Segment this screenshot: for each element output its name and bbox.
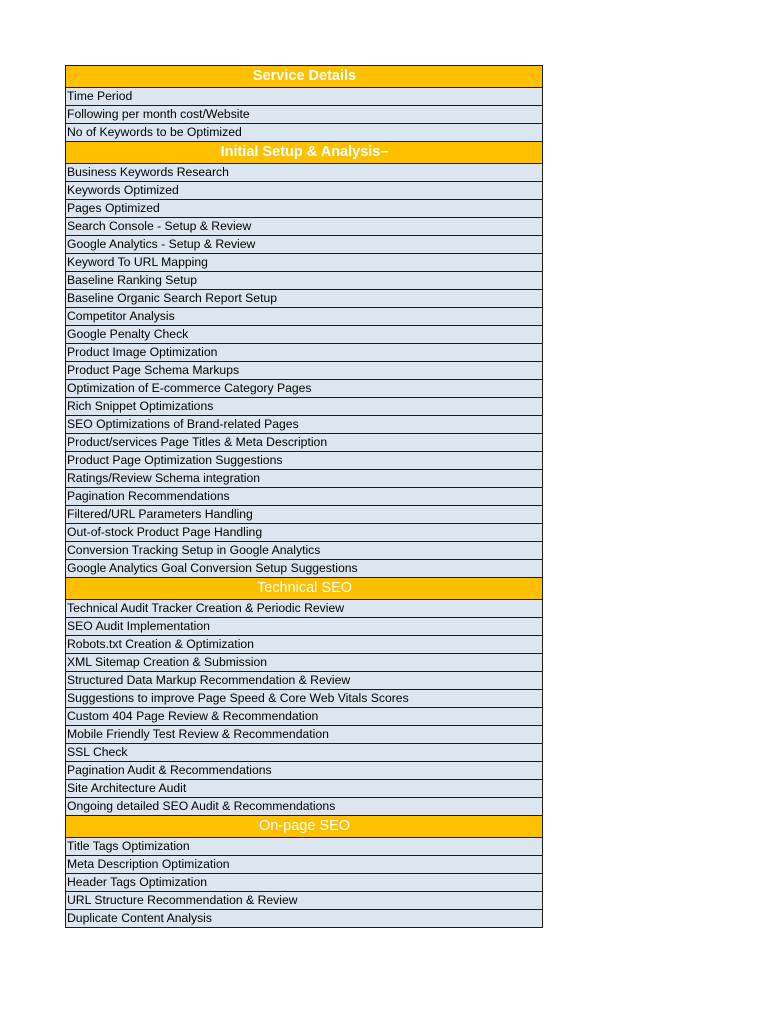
table-cell[interactable]: Product Page Optimization Suggestions [66,452,543,470]
table-row [66,308,543,326]
table-cell[interactable]: Following per month cost/Website [66,106,543,124]
table-row [66,434,543,452]
table-row [66,488,543,506]
table-cell[interactable]: Keywords Optimized [66,182,543,200]
table-cell[interactable]: Conversion Tracking Setup in Google Analytics [66,542,543,560]
table-cell[interactable]: Custom 404 Page Review & Recommendation [66,708,543,726]
section-header-cell[interactable]: Service Details [66,66,543,88]
table-cell[interactable]: Google Penalty Check [66,326,543,344]
table-cell[interactable]: Ratings/Review Schema integration [66,470,543,488]
table-row [66,164,543,182]
table-cell[interactable]: Pages Optimized [66,200,543,218]
table-cell[interactable]: Baseline Organic Search Report Setup [66,290,543,308]
table-row [66,182,543,200]
section-header-cell[interactable]: Technical SEO [66,578,543,600]
table-cell[interactable]: Pagination Audit & Recommendations [66,762,543,780]
section-header-row [66,66,543,88]
table-row [66,124,543,142]
table-row [66,362,543,380]
table-cell[interactable]: Filtered/URL Parameters Handling [66,506,543,524]
table-row [66,380,543,398]
table-row [66,236,543,254]
table-cell[interactable]: SEO Audit Implementation [66,618,543,636]
table-row [66,290,543,308]
table-row [66,744,543,762]
table-cell[interactable]: Google Analytics Goal Conversion Setup Suggestions [66,560,543,578]
table-cell[interactable]: SSL Check [66,744,543,762]
table-cell[interactable]: XML Sitemap Creation & Submission [66,654,543,672]
table-row [66,344,543,362]
table-row [66,780,543,798]
table-row [66,200,543,218]
table-row [66,106,543,124]
table-row [66,272,543,290]
table-row [66,910,543,928]
table-cell[interactable]: Baseline Ranking Setup [66,272,543,290]
section-header-row [66,816,543,838]
table-cell[interactable]: Product/services Page Titles & Meta Description [66,434,543,452]
sheet-body [66,66,543,928]
table-row [66,618,543,636]
table-cell[interactable]: Site Architecture Audit [66,780,543,798]
table-cell[interactable]: Competitor Analysis [66,308,543,326]
table-row [66,708,543,726]
table-row [66,470,543,488]
table-row [66,856,543,874]
table-cell[interactable]: Product Page Schema Markups [66,362,543,380]
table-row [66,398,543,416]
table-row [66,218,543,236]
table-row [66,524,543,542]
table-row [66,600,543,618]
table-row [66,88,543,106]
table-cell[interactable]: Keyword To URL Mapping [66,254,543,272]
table-row [66,690,543,708]
service-details-sheet [65,65,543,928]
table-cell[interactable]: Google Analytics - Setup & Review [66,236,543,254]
table-cell[interactable]: Header Tags Optimization [66,874,543,892]
table-cell[interactable]: No of Keywords to be Optimized [66,124,543,142]
table-cell[interactable]: Title Tags Optimization [66,838,543,856]
table-cell[interactable]: Time Period [66,88,543,106]
table-cell[interactable]: Rich Snippet Optimizations [66,398,543,416]
table-row [66,254,543,272]
table-row [66,892,543,910]
table-cell[interactable]: Optimization of E-commerce Category Pages [66,380,543,398]
section-header-cell[interactable]: On-page SEO [66,816,543,838]
table-cell[interactable]: Mobile Friendly Test Review & Recommendation [66,726,543,744]
section-header-row [66,578,543,600]
table-row [66,874,543,892]
table-row [66,416,543,434]
table-row [66,636,543,654]
table-row [66,654,543,672]
table-row [66,542,543,560]
table-cell[interactable]: Business Keywords Research [66,164,543,182]
table-row [66,560,543,578]
table-cell[interactable]: URL Structure Recommendation & Review [66,892,543,910]
table-cell[interactable]: Robots.txt Creation & Optimization [66,636,543,654]
table-cell[interactable]: Product Image Optimization [66,344,543,362]
table-row [66,452,543,470]
table-cell[interactable]: Out-of-stock Product Page Handling [66,524,543,542]
table-row [66,672,543,690]
table-cell[interactable]: Pagination Recommendations [66,488,543,506]
table-cell[interactable]: Structured Data Markup Recommendation & Review [66,672,543,690]
table-cell[interactable]: Technical Audit Tracker Creation & Periodic Review [66,600,543,618]
table-row [66,326,543,344]
table-cell[interactable]: Search Console - Setup & Review [66,218,543,236]
table-row [66,838,543,856]
table-cell[interactable]: Ongoing detailed SEO Audit & Recommendations [66,798,543,816]
table-row [66,798,543,816]
section-header-cell[interactable]: Initial Setup & Analysis– [66,142,543,164]
table-cell[interactable]: Suggestions to improve Page Speed & Core Web Vitals Scores [66,690,543,708]
table-row [66,762,543,780]
table-cell[interactable]: Duplicate Content Analysis [66,910,543,928]
table-cell[interactable]: SEO Optimizations of Brand-related Pages [66,416,543,434]
section-header-row [66,142,543,164]
table-cell[interactable]: Meta Description Optimization [66,856,543,874]
table-row [66,726,543,744]
table-row [66,506,543,524]
